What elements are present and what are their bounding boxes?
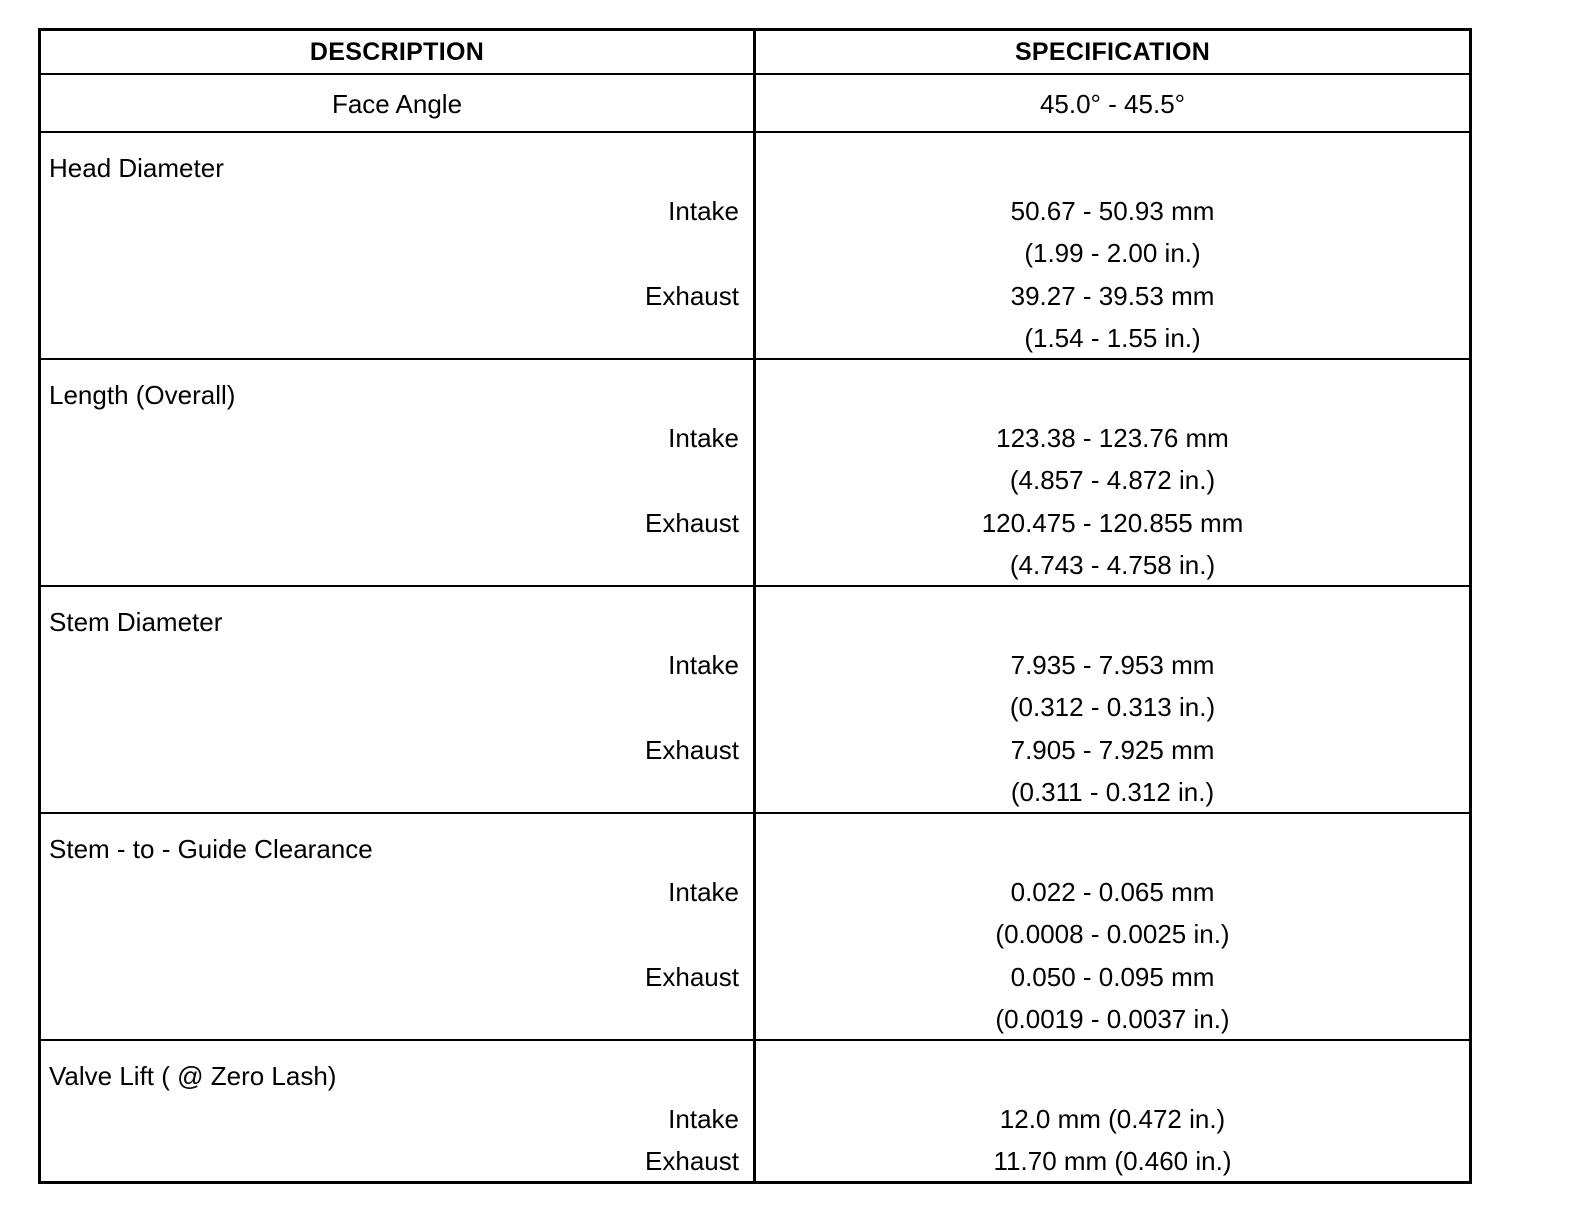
table-row-valve-lift xyxy=(41,1041,1469,1183)
valve-spec-table xyxy=(38,28,1472,1184)
specification-cell xyxy=(756,75,1469,131)
intake-metric-value: 50.67 - 50.93 mm xyxy=(1010,195,1215,226)
specification-cell xyxy=(756,814,1469,1039)
description-cell xyxy=(41,133,756,358)
specification-cell xyxy=(756,360,1469,585)
exhaust-imperial-value: (4.743 - 4.758 in.) xyxy=(1009,550,1216,580)
table-row-stem-guide-clearance xyxy=(41,814,1469,1041)
intake-metric-value: 0.022 - 0.065 mm xyxy=(1010,876,1215,907)
group-title: Length (Overall) xyxy=(49,380,236,410)
exhaust-metric-value: 7.905 - 7.925 mm xyxy=(1010,734,1215,765)
table-header-row xyxy=(41,31,1469,75)
header-specification-cell xyxy=(756,31,1469,73)
exhaust-label: Exhaust xyxy=(645,734,739,765)
intake-label: Intake xyxy=(668,876,739,907)
group-title: Head Diameter xyxy=(49,153,224,183)
group-title: Valve Lift ( @ Zero Lash) xyxy=(49,1061,337,1091)
exhaust-label: Exhaust xyxy=(645,280,739,311)
table-row-face-angle xyxy=(41,75,1469,133)
specification-cell xyxy=(756,133,1469,358)
group-title: Stem - to - Guide Clearance xyxy=(49,834,373,864)
exhaust-label: Exhaust xyxy=(645,961,739,992)
description-cell xyxy=(41,1041,756,1183)
group-title: Stem Diameter xyxy=(49,607,223,637)
exhaust-label: Exhaust xyxy=(645,507,739,538)
exhaust-metric-value: 0.050 - 0.095 mm xyxy=(1010,961,1215,992)
exhaust-imperial-value: (0.0019 - 0.0037 in.) xyxy=(995,1004,1230,1034)
exhaust-metric-value: 39.27 - 39.53 mm xyxy=(1010,280,1215,311)
exhaust-imperial-value: (0.311 - 0.312 in.) xyxy=(1010,777,1215,807)
intake-imperial-value: (0.0008 - 0.0025 in.) xyxy=(995,919,1230,949)
intake-imperial-value: (4.857 - 4.872 in.) xyxy=(1009,465,1216,495)
intake-metric-value: 7.935 - 7.953 mm xyxy=(1010,649,1215,680)
intake-metric-value: 123.38 - 123.76 mm xyxy=(996,422,1229,453)
description-cell xyxy=(41,75,756,131)
intake-value: 12.0 mm (0.472 in.) xyxy=(999,1103,1226,1134)
intake-label: Intake xyxy=(668,1103,739,1134)
intake-label: Intake xyxy=(668,422,739,453)
specification-cell xyxy=(756,587,1469,812)
description-cell xyxy=(41,814,756,1039)
intake-imperial-value: (0.312 - 0.313 in.) xyxy=(1009,692,1216,722)
specification-cell xyxy=(756,1041,1469,1183)
exhaust-imperial-value: (1.54 - 1.55 in.) xyxy=(1024,323,1201,353)
exhaust-metric-value: 120.475 - 120.855 mm xyxy=(981,507,1244,538)
exhaust-label: Exhaust xyxy=(645,1146,739,1176)
table-row-head-diameter xyxy=(41,133,1469,360)
table-row-length-overall xyxy=(41,360,1469,587)
header-specification: SPECIFICATION xyxy=(1014,38,1211,66)
intake-imperial-value: (1.99 - 2.00 in.) xyxy=(1024,238,1201,268)
header-description-cell xyxy=(41,31,756,73)
intake-label: Intake xyxy=(668,195,739,226)
header-description: DESCRIPTION xyxy=(309,38,485,66)
face-angle-value: 45.0° - 45.5° xyxy=(1039,89,1186,119)
table-row-stem-diameter xyxy=(41,587,1469,814)
description-cell xyxy=(41,360,756,585)
face-angle-label: Face Angle xyxy=(331,89,463,119)
exhaust-value: 11.70 mm (0.460 in.) xyxy=(993,1146,1232,1176)
intake-label: Intake xyxy=(668,649,739,680)
description-cell xyxy=(41,587,756,812)
